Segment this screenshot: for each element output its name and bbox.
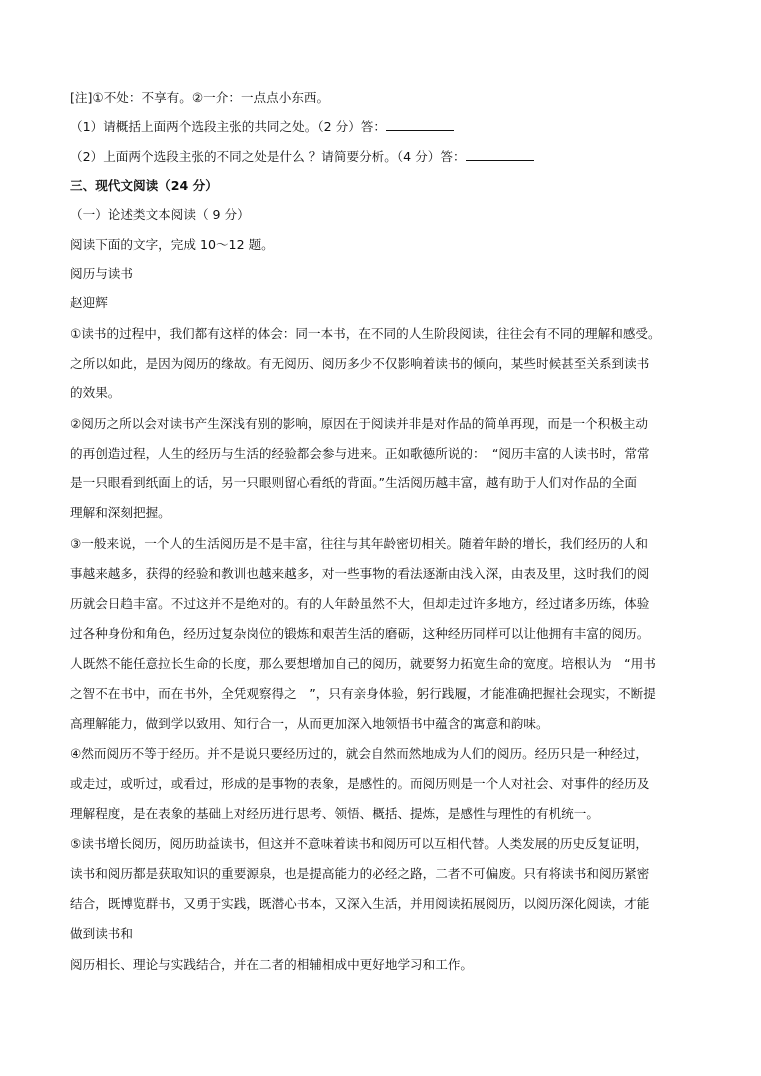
body-line: 是一只眼看到纸面上的话，另一只眼则留心看纸的背面。”生活阅历越丰富，越有助于人们对作品的全面 [70,475,637,490]
question-2-text: （2）上面两个选段主张的不同之处是什么 ？请简要分析。（4 分）答： [70,149,466,164]
body-line: 之智不在书中，而在书外，全凭观察得之 ”，只有亲身体验，躬行践履，才能准确把握社会现实，不断提 [70,686,656,701]
body-line: 读书和阅历都是获取知识的重要源泉，也是提高能力的必经之路，二者不可偏废。只有将读书和阅历紧密 [70,866,650,881]
answer-blank-1 [386,118,454,131]
body-line: 理解和深刻把握。 [70,505,171,520]
answer-blank-2 [466,148,534,161]
question-2 [70,148,534,165]
article-title: 阅历与读书 [70,266,133,281]
body-line: ①读书的过程中，我们都有这样的体会：同一本书，在不同的人生阶段阅读，往往会有不同的理解和感受。 [70,326,661,341]
body-line: ⑤读书增长阅历，阅历助益读书，但这并不意味着读书和阅历可以互相代替。人类发展的历史反复证明， [70,836,649,851]
section-title: 三、现代文阅读（24 分） [70,178,218,193]
body-line: 的效果。 [70,385,121,400]
body-line: 结合，既博览群书，又勇于实践，既潜心书本，又深入生活，并用阅读拓展阅历，以阅历深化阅读，才能 [70,896,650,911]
body-line: ③一般来说，一个人的生活阅历是不是丰富，往往与其年龄密切相关。随着年龄的增长，我们经历的人和 [70,536,649,551]
body-line: 人既然不能任意拉长生命的长度，那么要想增加自己的阅历，就要努力拓宽生命的宽度。培根认为 “用书 [70,656,656,671]
body-line: 之所以如此，是因为阅历的缘故。有无阅历、阅历多少不仅影响着读书的倾向，某些时候甚至关系到读书 [70,356,650,371]
author: 赵迎辉 [70,295,108,310]
question-1 [70,118,454,135]
body-line: 历就会日趋丰富。不过这并不是绝对的。有的人年龄虽然不大，但却走过许多地方，经过诸多历练，体验 [70,596,650,611]
note-line: [注]①不处：不享有。②一介：一点点小东西。 [70,90,330,105]
instruction: 阅读下面的文字，完成 10～12 题。 [70,237,274,252]
body-line: 理解程度，是在表象的基础上对经历进行思考、领悟、概括、提炼，是感性与理性的有机统一。 [70,806,599,821]
body-line: 阅历相长、理论与实践结合，并在二者的相辅相成中更好地学习和工作。 [70,957,473,972]
body-line: ④然而阅历不等于经历。并不是说只要经历过的，就会自然而然地成为人们的阅历。经历只是一种经过， [70,746,649,761]
body-line: 事越来越多，获得的经验和教训也越来越多，对一些事物的看法逐渐由浅入深，由表及里，这时我们的阅 [70,566,650,581]
body-line: 做到读书和 [70,926,133,941]
subsection-title: （一）论述类文本阅读（ 9 分） [70,207,250,222]
body-line: 高理解能力，做到学以致用、知行合一，从而更加深入地领悟书中蕴含的寓意和韵味。 [70,716,549,731]
question-1-text: （1）请概括上面两个选段主张的共同之处。（2 分）答： [70,119,386,134]
body-line: ②阅历之所以会对读书产生深浅有别的影响，原因在于阅读并非是对作品的简单再现，而是一个积极主动 [70,416,649,431]
body-line: 过各种身份和角色，经历过复杂岗位的锻炼和艰苦生活的磨砺，这种经历同样可以让他拥有丰富的阅历。 [70,626,650,641]
body-line: 或走过，或听过，或看过，形成的是事物的表象，是感性的。而阅历则是一个人对社会、对事件的经历及 [70,776,650,791]
body-line: 的再创造过程，人生的经历与生活的经验都会参与进来。正如歌德所说的： “阅历丰富的人读书时，常常 [70,446,650,461]
